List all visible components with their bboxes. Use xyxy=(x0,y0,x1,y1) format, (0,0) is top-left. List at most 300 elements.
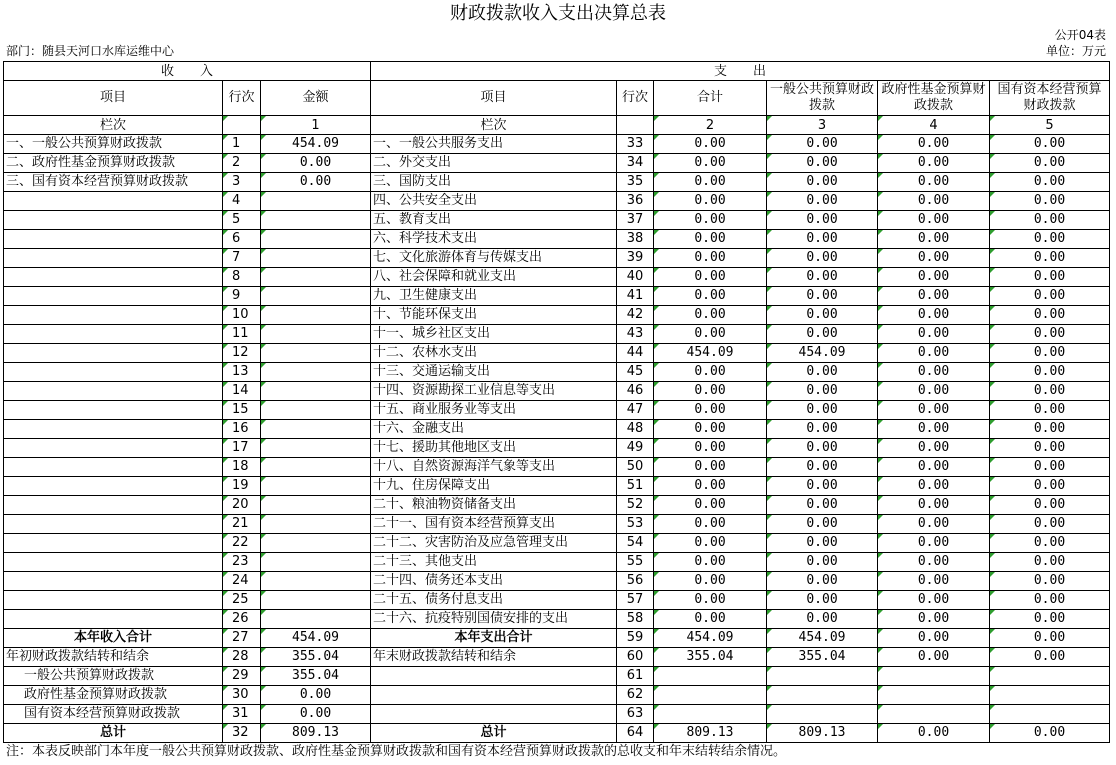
expense-fund-cell: 0.00 xyxy=(878,363,990,382)
lanci-blank-2 xyxy=(617,116,654,135)
expense-general-cell: 0.00 xyxy=(767,401,878,420)
col-number-total: 2 xyxy=(654,116,767,135)
income-line-cell: 20 xyxy=(223,496,261,515)
income-line-cell: 18 xyxy=(223,458,261,477)
table-row xyxy=(4,458,1110,477)
expense-fund-cell: 0.00 xyxy=(878,458,990,477)
expense-total-cell: 0.00 xyxy=(654,249,767,268)
table-row xyxy=(4,553,1110,572)
expense-fund-cell: 0.00 xyxy=(878,154,990,173)
income-item-cell xyxy=(4,515,223,534)
income-line-cell: 10 xyxy=(223,306,261,325)
table-row xyxy=(4,667,1110,686)
expense-total-cell: 0.00 xyxy=(654,534,767,553)
expense-fund-cell: 0.00 xyxy=(878,344,990,363)
income-amount-cell xyxy=(261,401,371,420)
expense-line-cell: 63 xyxy=(617,705,654,724)
expense-line-cell: 43 xyxy=(617,325,654,344)
expense-item-cell: 二十六、抗疫特别国债安排的支出 xyxy=(371,610,617,629)
expense-item-cell: 五、教育支出 xyxy=(371,211,617,230)
expense-line-cell: 49 xyxy=(617,439,654,458)
expense-state-cell: 0.00 xyxy=(990,192,1110,211)
expense-state-cell xyxy=(990,686,1110,705)
lanci-label: 栏次 xyxy=(4,116,223,135)
expense-total-cell: 0.00 xyxy=(654,230,767,249)
expense-total-cell: 0.00 xyxy=(654,553,767,572)
expense-line-cell: 36 xyxy=(617,192,654,211)
income-amount-cell xyxy=(261,363,371,382)
table-row xyxy=(4,705,1110,724)
income-amount-cell xyxy=(261,572,371,591)
income-amount-cell xyxy=(261,477,371,496)
income-line-cell: 25 xyxy=(223,591,261,610)
income-amount-cell xyxy=(261,344,371,363)
income-line-cell: 8 xyxy=(223,268,261,287)
table-row xyxy=(4,686,1110,705)
col-header-amount: 金额 xyxy=(261,81,371,116)
expense-total-cell: 0.00 xyxy=(654,401,767,420)
col-header-line2: 行次 xyxy=(617,81,654,116)
col-header-item2: 项目 xyxy=(371,81,617,116)
income-amount-cell xyxy=(261,610,371,629)
expense-general-cell: 0.00 xyxy=(767,230,878,249)
group-header-row xyxy=(4,62,1110,81)
expense-total-cell: 454.09 xyxy=(654,344,767,363)
expense-total-cell: 454.09 xyxy=(654,629,767,648)
expense-fund-cell: 0.00 xyxy=(878,401,990,420)
expense-total-cell: 0.00 xyxy=(654,610,767,629)
expense-total-cell xyxy=(654,686,767,705)
expense-total-cell: 0.00 xyxy=(654,287,767,306)
income-line-cell: 2 xyxy=(223,154,261,173)
income-line-cell: 30 xyxy=(223,686,261,705)
income-item-cell xyxy=(4,363,223,382)
expense-total-cell: 0.00 xyxy=(654,363,767,382)
income-line-cell: 16 xyxy=(223,420,261,439)
expense-fund-cell: 0.00 xyxy=(878,591,990,610)
expense-item-cell: 十四、资源勘探工业信息等支出 xyxy=(371,382,617,401)
expense-fund-cell: 0.00 xyxy=(878,249,990,268)
expense-general-cell xyxy=(767,667,878,686)
expense-fund-cell: 0.00 xyxy=(878,211,990,230)
expense-general-cell: 0.00 xyxy=(767,306,878,325)
expense-item-cell: 九、卫生健康支出 xyxy=(371,287,617,306)
income-item-cell xyxy=(4,268,223,287)
expense-total-cell: 0.00 xyxy=(654,439,767,458)
income-line-cell: 26 xyxy=(223,610,261,629)
expense-state-cell: 0.00 xyxy=(990,306,1110,325)
expense-general-cell: 0.00 xyxy=(767,325,878,344)
income-item-cell xyxy=(4,192,223,211)
col-header-item: 项目 xyxy=(4,81,223,116)
income-amount-cell: 454.09 xyxy=(261,135,371,154)
unit-label: 单位：万元 xyxy=(1045,44,1106,58)
expense-total-cell: 0.00 xyxy=(654,382,767,401)
income-item-cell xyxy=(4,344,223,363)
expense-total-cell: 0.00 xyxy=(654,420,767,439)
expense-state-cell: 0.00 xyxy=(990,724,1110,743)
expense-fund-cell: 0.00 xyxy=(878,515,990,534)
expense-fund-cell: 0.00 xyxy=(878,173,990,192)
expense-total-cell: 0.00 xyxy=(654,192,767,211)
income-line-cell: 5 xyxy=(223,211,261,230)
income-item-cell: 二、政府性基金预算财政拨款 xyxy=(4,154,223,173)
expense-line-cell: 34 xyxy=(617,154,654,173)
expense-fund-cell: 0.00 xyxy=(878,610,990,629)
table-row xyxy=(4,382,1110,401)
expense-general-cell: 454.09 xyxy=(767,344,878,363)
expense-fund-cell: 0.00 xyxy=(878,325,990,344)
income-line-cell: 23 xyxy=(223,553,261,572)
expense-item-cell: 十一、城乡社区支出 xyxy=(371,325,617,344)
income-amount-cell xyxy=(261,553,371,572)
income-item-cell xyxy=(4,306,223,325)
expense-general-cell: 0.00 xyxy=(767,477,878,496)
table-row xyxy=(4,306,1110,325)
table-row xyxy=(4,629,1110,648)
expense-total-cell: 0.00 xyxy=(654,135,767,154)
expense-total-cell: 0.00 xyxy=(654,572,767,591)
expense-line-cell: 53 xyxy=(617,515,654,534)
expense-item-cell: 二十二、灾害防治及应急管理支出 xyxy=(371,534,617,553)
income-group-header: 收 入 xyxy=(4,62,371,81)
income-line-cell: 24 xyxy=(223,572,261,591)
expense-line-cell: 58 xyxy=(617,610,654,629)
income-amount-cell: 454.09 xyxy=(261,629,371,648)
expense-total-cell: 0.00 xyxy=(654,173,767,192)
expense-fund-cell: 0.00 xyxy=(878,268,990,287)
expense-line-cell: 33 xyxy=(617,135,654,154)
income-item-cell: 国有资本经营预算财政拨款 xyxy=(4,705,223,724)
expense-state-cell: 0.00 xyxy=(990,477,1110,496)
expense-fund-cell: 0.00 xyxy=(878,629,990,648)
expense-state-cell xyxy=(990,667,1110,686)
expense-general-cell: 0.00 xyxy=(767,154,878,173)
income-item-cell xyxy=(4,610,223,629)
expense-fund-cell: 0.00 xyxy=(878,553,990,572)
expense-item-cell: 二、外交支出 xyxy=(371,154,617,173)
income-amount-cell xyxy=(261,287,371,306)
expense-item-cell xyxy=(371,705,617,724)
expense-total-cell: 0.00 xyxy=(654,515,767,534)
expense-item-cell: 一、一般公共服务支出 xyxy=(371,135,617,154)
income-amount-cell: 809.13 xyxy=(261,724,371,743)
expense-fund-cell: 0.00 xyxy=(878,382,990,401)
expense-general-cell: 0.00 xyxy=(767,534,878,553)
expense-line-cell: 61 xyxy=(617,667,654,686)
expense-fund-cell: 0.00 xyxy=(878,439,990,458)
expense-fund-cell: 0.00 xyxy=(878,306,990,325)
expense-general-cell: 0.00 xyxy=(767,135,878,154)
budget-table xyxy=(3,61,1110,743)
income-amount-cell xyxy=(261,515,371,534)
income-line-cell: 13 xyxy=(223,363,261,382)
table-row xyxy=(4,192,1110,211)
expense-fund-cell: 0.00 xyxy=(878,230,990,249)
income-item-cell: 三、国有资本经营预算财政拨款 xyxy=(4,173,223,192)
income-item-cell xyxy=(4,325,223,344)
column-header-row xyxy=(4,81,1110,116)
income-amount-cell xyxy=(261,420,371,439)
income-amount-cell: 0.00 xyxy=(261,173,371,192)
expense-general-cell: 0.00 xyxy=(767,211,878,230)
expense-state-cell: 0.00 xyxy=(990,439,1110,458)
col-number-fund: 4 xyxy=(878,116,990,135)
income-item-cell: 年初财政拨款结转和结余 xyxy=(4,648,223,667)
expense-total-cell: 0.00 xyxy=(654,477,767,496)
expense-fund-cell: 0.00 xyxy=(878,135,990,154)
expense-item-cell: 四、公共安全支出 xyxy=(371,192,617,211)
col-header-total: 合计 xyxy=(654,81,767,116)
income-amount-cell: 0.00 xyxy=(261,154,371,173)
expense-fund-cell xyxy=(878,705,990,724)
table-row xyxy=(4,249,1110,268)
expense-line-cell: 47 xyxy=(617,401,654,420)
expense-total-cell: 355.04 xyxy=(654,648,767,667)
col-header-line: 行次 xyxy=(223,81,261,116)
table-row xyxy=(4,591,1110,610)
expense-line-cell: 57 xyxy=(617,591,654,610)
income-line-cell: 9 xyxy=(223,287,261,306)
table-row xyxy=(4,724,1110,743)
income-item-cell xyxy=(4,553,223,572)
table-row xyxy=(4,230,1110,249)
table-row xyxy=(4,477,1110,496)
income-item-cell xyxy=(4,496,223,515)
income-item-cell: 一般公共预算财政拨款 xyxy=(4,667,223,686)
expense-line-cell: 46 xyxy=(617,382,654,401)
expense-line-cell: 44 xyxy=(617,344,654,363)
table-row xyxy=(4,401,1110,420)
expense-line-cell: 48 xyxy=(617,420,654,439)
col-header-general: 一般公共预算财政拨款 xyxy=(767,81,878,116)
expense-fund-cell: 0.00 xyxy=(878,534,990,553)
income-item-cell xyxy=(4,401,223,420)
expense-item-cell: 八、社会保障和就业支出 xyxy=(371,268,617,287)
form-code: 公开04表 xyxy=(1054,28,1106,42)
expense-state-cell: 0.00 xyxy=(990,420,1110,439)
expense-total-cell: 0.00 xyxy=(654,458,767,477)
income-line-cell: 21 xyxy=(223,515,261,534)
income-line-cell: 28 xyxy=(223,648,261,667)
table-row xyxy=(4,648,1110,667)
income-item-cell xyxy=(4,572,223,591)
income-line-cell: 15 xyxy=(223,401,261,420)
table-row xyxy=(4,363,1110,382)
expense-state-cell: 0.00 xyxy=(990,401,1110,420)
income-item-cell xyxy=(4,249,223,268)
expense-item-cell: 二十四、债务还本支出 xyxy=(371,572,617,591)
expense-general-cell: 0.00 xyxy=(767,458,878,477)
expense-line-cell: 45 xyxy=(617,363,654,382)
expense-item-cell xyxy=(371,686,617,705)
income-item-cell: 政府性基金预算财政拨款 xyxy=(4,686,223,705)
expense-item-cell: 十八、自然资源海洋气象等支出 xyxy=(371,458,617,477)
expense-line-cell: 42 xyxy=(617,306,654,325)
footnote: 注：本表反映部门本年度一般公共预算财政拨款、政府性基金预算财政拨款和国有资本经营预算财政拨款的总收支和年末结转结余情况。 xyxy=(6,744,787,759)
expense-state-cell: 0.00 xyxy=(990,135,1110,154)
expense-line-cell: 51 xyxy=(617,477,654,496)
table-row xyxy=(4,496,1110,515)
expense-line-cell: 41 xyxy=(617,287,654,306)
expense-general-cell: 0.00 xyxy=(767,363,878,382)
expense-general-cell: 0.00 xyxy=(767,287,878,306)
income-amount-cell xyxy=(261,382,371,401)
income-amount-cell xyxy=(261,534,371,553)
expense-state-cell: 0.00 xyxy=(990,629,1110,648)
income-item-cell xyxy=(4,477,223,496)
report-title: 财政拨款收入支出决算总表 xyxy=(450,3,666,24)
expense-item-cell: 十五、商业服务业等支出 xyxy=(371,401,617,420)
expense-general-cell: 0.00 xyxy=(767,439,878,458)
expense-line-cell: 38 xyxy=(617,230,654,249)
income-item-cell xyxy=(4,211,223,230)
table-row xyxy=(4,211,1110,230)
expense-item-cell: 二十、粮油物资储备支出 xyxy=(371,496,617,515)
expense-general-cell xyxy=(767,686,878,705)
expense-general-cell: 0.00 xyxy=(767,496,878,515)
income-line-cell: 22 xyxy=(223,534,261,553)
expense-state-cell: 0.00 xyxy=(990,458,1110,477)
expense-general-cell: 809.13 xyxy=(767,724,878,743)
expense-state-cell: 0.00 xyxy=(990,496,1110,515)
table-row xyxy=(4,439,1110,458)
expense-general-cell: 454.09 xyxy=(767,629,878,648)
expense-state-cell: 0.00 xyxy=(990,382,1110,401)
expense-fund-cell: 0.00 xyxy=(878,287,990,306)
expense-total-cell: 809.13 xyxy=(654,724,767,743)
expense-general-cell: 0.00 xyxy=(767,173,878,192)
table-row xyxy=(4,325,1110,344)
expense-line-cell: 64 xyxy=(617,724,654,743)
table-row xyxy=(4,610,1110,629)
expense-state-cell: 0.00 xyxy=(990,648,1110,667)
table-row xyxy=(4,173,1110,192)
income-line-cell: 27 xyxy=(223,629,261,648)
expense-line-cell: 35 xyxy=(617,173,654,192)
income-line-cell: 6 xyxy=(223,230,261,249)
expense-general-cell: 0.00 xyxy=(767,553,878,572)
expense-item-cell: 本年支出合计 xyxy=(371,629,617,648)
table-row xyxy=(4,268,1110,287)
expense-total-cell: 0.00 xyxy=(654,591,767,610)
expense-state-cell: 0.00 xyxy=(990,211,1110,230)
table-row xyxy=(4,572,1110,591)
expense-state-cell: 0.00 xyxy=(990,553,1110,572)
expense-fund-cell xyxy=(878,667,990,686)
income-line-cell: 4 xyxy=(223,192,261,211)
expense-state-cell: 0.00 xyxy=(990,591,1110,610)
expense-item-cell: 十二、农林水支出 xyxy=(371,344,617,363)
income-amount-cell xyxy=(261,230,371,249)
income-amount-cell: 355.04 xyxy=(261,667,371,686)
expense-group-header: 支 出 xyxy=(371,62,1110,81)
expense-general-cell xyxy=(767,705,878,724)
expense-general-cell: 0.00 xyxy=(767,572,878,591)
expense-item-cell: 二十五、债务付息支出 xyxy=(371,591,617,610)
income-amount-cell xyxy=(261,439,371,458)
expense-item-cell: 三、国防支出 xyxy=(371,173,617,192)
expense-general-cell: 0.00 xyxy=(767,591,878,610)
expense-total-cell: 0.00 xyxy=(654,496,767,515)
income-amount-cell xyxy=(261,306,371,325)
income-item-cell xyxy=(4,534,223,553)
income-amount-cell xyxy=(261,458,371,477)
income-item-cell xyxy=(4,591,223,610)
expense-line-cell: 50 xyxy=(617,458,654,477)
income-line-cell: 1 xyxy=(223,135,261,154)
expense-item-cell: 六、科学技术支出 xyxy=(371,230,617,249)
expense-state-cell: 0.00 xyxy=(990,173,1110,192)
income-line-cell: 32 xyxy=(223,724,261,743)
expense-fund-cell xyxy=(878,686,990,705)
income-amount-cell xyxy=(261,496,371,515)
col-header-fund: 政府性基金预算财政拨款 xyxy=(878,81,990,116)
expense-line-cell: 55 xyxy=(617,553,654,572)
col-number-state: 5 xyxy=(990,116,1110,135)
expense-state-cell: 0.00 xyxy=(990,287,1110,306)
expense-state-cell: 0.00 xyxy=(990,534,1110,553)
expense-state-cell: 0.00 xyxy=(990,154,1110,173)
expense-state-cell: 0.00 xyxy=(990,268,1110,287)
income-line-cell: 12 xyxy=(223,344,261,363)
income-line-cell: 3 xyxy=(223,173,261,192)
income-item-cell xyxy=(4,439,223,458)
lanci-label-2: 栏次 xyxy=(371,116,617,135)
expense-fund-cell: 0.00 xyxy=(878,648,990,667)
expense-state-cell: 0.00 xyxy=(990,344,1110,363)
income-item-cell xyxy=(4,230,223,249)
expense-fund-cell: 0.00 xyxy=(878,192,990,211)
income-amount-cell xyxy=(261,192,371,211)
expense-line-cell: 52 xyxy=(617,496,654,515)
income-item-cell: 本年收入合计 xyxy=(4,629,223,648)
income-item-cell xyxy=(4,420,223,439)
table-row xyxy=(4,515,1110,534)
income-line-cell: 19 xyxy=(223,477,261,496)
expense-state-cell xyxy=(990,705,1110,724)
income-amount-cell: 355.04 xyxy=(261,648,371,667)
expense-total-cell: 0.00 xyxy=(654,154,767,173)
expense-line-cell: 56 xyxy=(617,572,654,591)
expense-state-cell: 0.00 xyxy=(990,610,1110,629)
column-number-row xyxy=(4,116,1110,135)
expense-line-cell: 59 xyxy=(617,629,654,648)
income-item-cell: 总计 xyxy=(4,724,223,743)
expense-item-cell: 十三、交通运输支出 xyxy=(371,363,617,382)
expense-line-cell: 39 xyxy=(617,249,654,268)
expense-general-cell: 355.04 xyxy=(767,648,878,667)
expense-item-cell xyxy=(371,667,617,686)
expense-line-cell: 37 xyxy=(617,211,654,230)
table-row xyxy=(4,287,1110,306)
expense-fund-cell: 0.00 xyxy=(878,724,990,743)
expense-item-cell: 十六、金融支出 xyxy=(371,420,617,439)
income-amount-cell xyxy=(261,591,371,610)
expense-general-cell: 0.00 xyxy=(767,268,878,287)
income-amount-cell xyxy=(261,325,371,344)
expense-state-cell: 0.00 xyxy=(990,515,1110,534)
col-header-state: 国有资本经营预算财政拨款 xyxy=(990,81,1110,116)
income-amount-cell xyxy=(261,268,371,287)
expense-item-cell: 十七、援助其他地区支出 xyxy=(371,439,617,458)
expense-state-cell: 0.00 xyxy=(990,230,1110,249)
income-line-cell: 11 xyxy=(223,325,261,344)
expense-line-cell: 60 xyxy=(617,648,654,667)
expense-line-cell: 40 xyxy=(617,268,654,287)
income-amount-cell xyxy=(261,249,371,268)
expense-line-cell: 54 xyxy=(617,534,654,553)
